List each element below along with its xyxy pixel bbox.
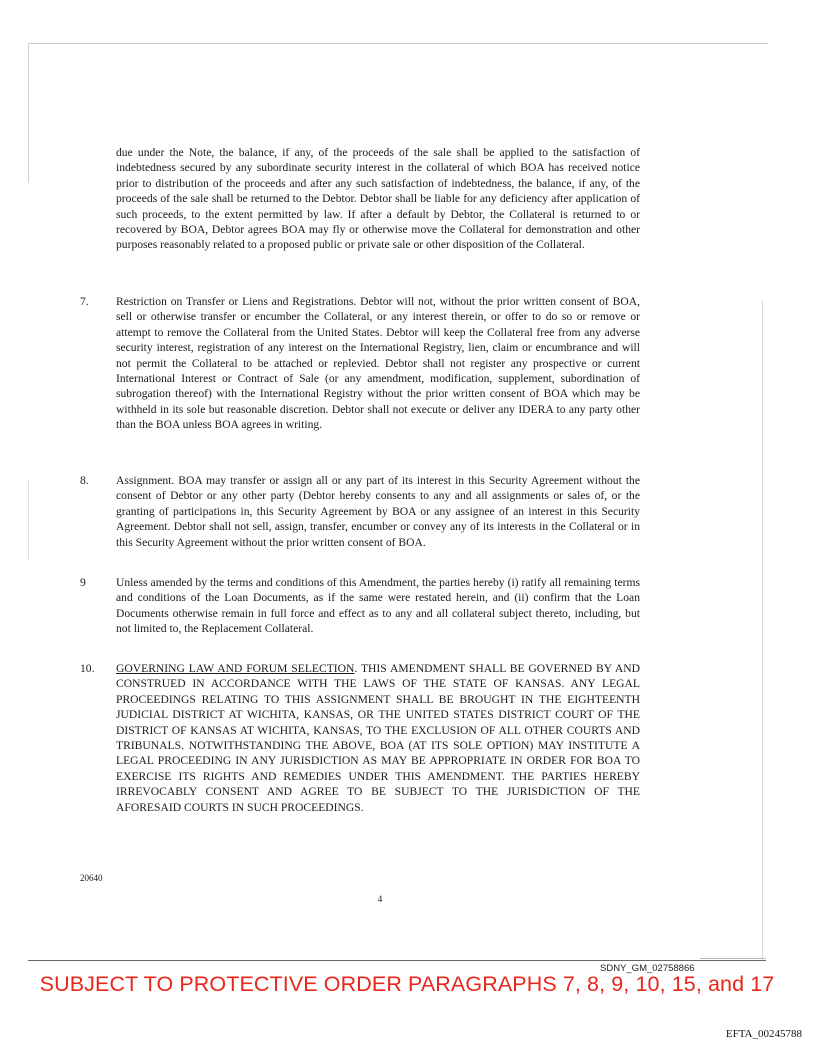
document-code: 20640 [80, 873, 103, 883]
bates-number: SDNY_GM_02758866 [600, 963, 695, 974]
continuation-paragraph: due under the Note, the balance, if any, of the proceeds of the sale shall be applied to the satisfaction of indebtedness secured by any subordinate security interest in the collateral of which BOA has received notice prior to distribution of the proceeds and after any such satisfaction of indebtedness, the balance, if any, of the proceeds of the sale shall be returned to the Debtor. Debtor shall be liable for any deficiency after application of such proceeds, to the extent permitted by law. If after a default by Debtor, the Collateral is returned to or recovered by BOA, Debtor agrees BOA may fly or otherwise move the Collateral for demonstration and other purposes reasonably related to a proposed public or private sale or other disposition of the Collateral. [116, 146, 640, 252]
section-text: Unless amended by the terms and conditions of this Amendment, the parties hereby (i) ratify all remaining terms and conditions of the Loan Documents, as if the same were restated herein, and (ii) confirm that the Loan Documents otherwise remain in full force and effect as to any and all collateral subject thereto, including, but not limited to, the Replacement Collateral. [116, 576, 640, 636]
scan-border-left [28, 43, 29, 183]
scan-border-top [28, 43, 768, 44]
section-number: 7. [80, 295, 89, 308]
scan-border-left-lower [28, 480, 29, 560]
section-number: 9 [80, 576, 86, 589]
section-number: 8. [80, 474, 89, 487]
section-body: . THIS AMENDMENT SHALL BE GOVERNED BY AND CONSTRUED IN ACCORDANCE WITH THE LAWS OF THE STATE OF KANSAS. ANY LEGAL PROCEEDINGS RELATING TO THIS ASSIGNMENT SHALL BE BROUGHT IN THE EIGHTEENTH JUDICIAL DISTRICT AT WICHITA, KANSAS, OR THE UNITED STATES DISTRICT COURT OF THE DISTRICT OF KANSAS AT WICHITA, KANSAS, TO THE EXCLUSION OF ALL OTHER COURTS AND TRIBUNALS. NOTWITHSTANDING THE ABOVE, BOA (AT ITS SOLE OPTION) MAY INSTITUTE A LEGAL PROCEEDING IN ANY JURISDICTION AS MAY BE APPROPRIATE IN ORDER FOR BOA TO EXERCISE ITS RIGHTS AND REMEDIES UNDER THIS AMENDMENT. THE PARTIES HEREBY IRREVOCABLY CONSENT AND AGREE TO BE SUBJECT TO THE JURISDICTION OF THE AFORESAID COURTS IN SUCH PROCEEDINGS. [116, 662, 641, 814]
section-text [116, 661, 640, 815]
protective-order-banner: SUBJECT TO PROTECTIVE ORDER PARAGRAPHS 7, 8, 9, 10, 15, and 17 [39, 972, 775, 996]
section-heading: GOVERNING LAW AND FORUM SELECTION [116, 662, 355, 675]
scan-border-bottom-right [700, 958, 766, 959]
efta-number: EFTA_00245788 [725, 1028, 802, 1040]
scan-border-right [762, 300, 763, 960]
section-text: Assignment. BOA may transfer or assign all or any part of its interest in this Security Agreement without the consent of Debtor or any other party (Debtor hereby consents to any and all assignments or sales of, or the granting of participations in, this Security Agreement by BOA or any assignee of an interest in this Security Agreement. Debtor shall not sell, assign, transfer, encumber or convey any of its interests in the Collateral or in this Security Agreement without the prior written consent of BOA. [116, 474, 640, 549]
scan-border-bottom [28, 960, 766, 961]
page-number: 4 [377, 894, 383, 904]
section-number: 10. [80, 662, 95, 675]
section-text: Restriction on Transfer or Liens and Registrations. Debtor will not, without the prior written consent of BOA, sell or otherwise transfer or encumber the Collateral, or any interest therein, or offer to do so or remove or attempt to remove the Collateral from the United States. Debtor will keep the Collateral free from any adverse security interest, registration of any interest on the International Registry, lien, claim or encumbrance and will not permit the Collateral to be attached or replevied. Debtor shall not register any prospective or current International Interest or Contract of Sale (or any amendment, modification, supplement, subordination of subrogation thereof) with the International Registry without the prior written consent of BOA which may be withheld in its sole but reasonable discretion. Debtor shall not execute or deliver any IDERA to any party other than the BOA unless BOA agrees in writing. [116, 295, 640, 432]
